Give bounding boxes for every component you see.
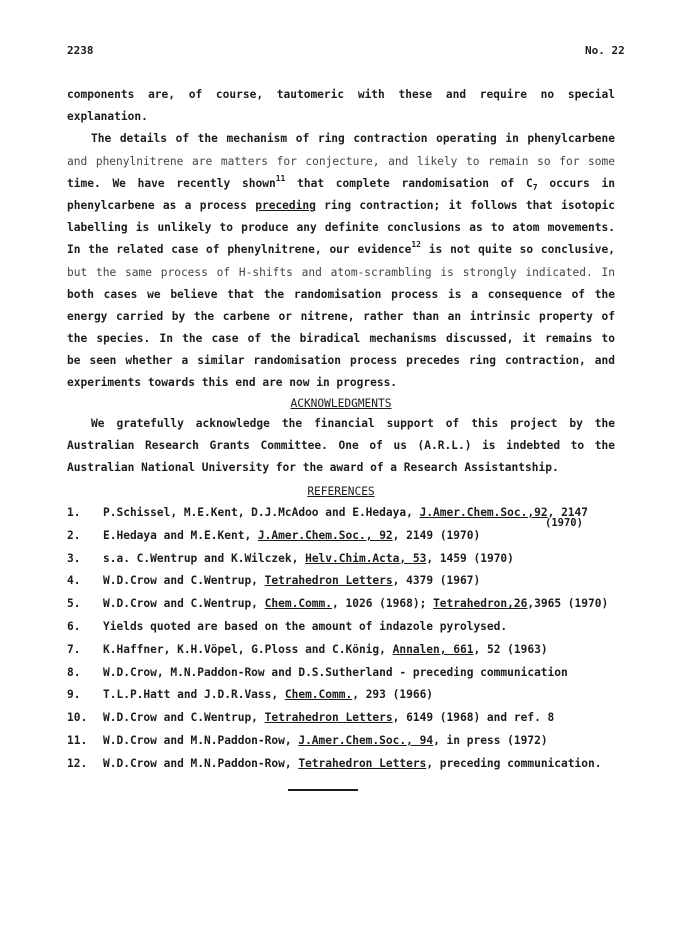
reference-number: 6. [67,619,81,633]
reference-authors: P.Schissel, M.E.Kent, D.J.McAdoo and E.Hedaya, [103,506,420,519]
journal-name: J.Amer.Chem.Soc. [298,733,407,747]
reference-authors: K.Haffner, K.H.Vöpel, G.Ploss and C.König, [103,642,393,656]
citation-superscript: 12 [411,240,421,250]
reference-authors: Yields quoted are based on the amount of indazole pyrolysed. [103,619,508,633]
reference-details: , 1026 (1968); [332,597,434,611]
body-line: We gratefully acknowledge the financial support of this project by the [91,416,615,430]
volume-number: 92 [379,528,393,542]
reference-item [67,525,627,548]
reference-details: , 1459 (1970) [426,551,514,565]
reference-authors: T.L.P.Hatt and J.D.R.Vass, [103,688,285,702]
reference-item [67,570,627,593]
body-line: energy carried by the carbene or nitrene, rather than an intrinsic property of [67,309,615,323]
text-span: occurs in [537,176,615,190]
body-line: explanation. [67,110,148,124]
volume-number: 661 [453,642,474,656]
body-line [67,173,615,195]
reference-text [103,593,608,616]
body-line: both cases we believe that the randomisation process is a consequence of the [67,287,615,301]
body-line: components are, of course, tautomeric with these and require no special [67,88,615,101]
body-line: and phenylnitrene are matters for conjecture, and likely to remain so for some [67,154,615,168]
journal-name: Chem.Comm. [284,688,353,702]
separator: , [365,528,380,542]
reference-item [67,616,627,639]
reference-item [67,707,627,730]
reference-number: 8. [67,665,81,679]
references-heading: REFERENCES [307,485,375,499]
text-span: In the related case of phenylnitrene, our evidence [67,243,412,257]
reference-details: , 2149 (1970) [392,528,481,542]
citation-superscript: 11 [275,173,286,183]
reference-text [103,525,480,548]
reference-item [67,639,627,662]
reference-text [103,502,588,525]
volume-number: 94 [419,733,434,747]
reference-details: , 6149 (1968) and ref. 8 [392,711,555,725]
reference-item [67,548,627,571]
body-line: the species. In the case of the biradical mechanisms discussed, it remains to [67,332,615,346]
reference-text [103,753,601,776]
reference-text [103,548,514,571]
body-line: be seen whether a similar randomisation process precedes ring contraction, and [67,354,615,368]
journal-name: Tetrahedron Letters [264,574,393,588]
body-line: Australian Research Grants Committee. One of us (A.R.L.) is indebted to the [67,438,615,452]
reference-details: , in press (1972) [433,733,548,747]
reference-authors: W.D.Crow and C.Wentrup, [103,711,265,725]
reference-item [67,593,627,616]
reference-text [103,570,480,593]
reference-authors: W.D.Crow and C.Wentrup, [103,597,265,611]
body-line [67,195,615,217]
reference-number: 10. [67,711,88,725]
reference-number: 3. [67,551,81,565]
acknowledgments-heading: ACKNOWLEDGMENTS [290,396,392,410]
reference-number: 5. [67,597,81,611]
reference-year: (1970) [545,517,583,529]
journal-name: J.Amer.Chem.Soc. [419,506,528,519]
reference-item [67,684,627,707]
text-span: phenylcarbene as a process [67,198,256,212]
body-text [67,84,615,501]
reference-authors: W.D.Crow and M.N.Paddon-Row, [103,733,299,747]
separator: , [507,597,514,611]
issue-number: No. 22 [585,44,625,57]
reference-details: , 293 (1966) [352,688,434,702]
reference-text [103,707,554,730]
volume-number: 26 [513,597,528,611]
reference-item [67,753,627,776]
body-line: but the same process of H-shifts and atom-scrambling is strongly indicated. In [67,265,615,279]
reference-details: , preceding communication. [426,756,602,770]
body-line: labelling is unlikely to produce any definite conclusions as to atom movements. [67,221,615,235]
reference-text [103,662,568,685]
subscript: 7 [532,182,538,192]
reference-item [67,662,627,685]
reference-authors: s.a. C.Wentrup and K.Wilczek, [103,551,306,565]
reference-text [103,639,548,662]
separator: , [527,506,535,519]
journal-name: Helv.Chim.Acta [305,551,400,565]
reference-authors: W.D.Crow and C.Wentrup, [103,574,265,588]
reference-details: ,3965 (1970) [527,597,609,611]
body-line [67,239,615,261]
reference-number: 7. [67,642,81,656]
separator: , [399,551,413,565]
text-span: is not quite so conclusive, [421,243,616,257]
reference-number: 11. [67,733,88,747]
reference-number: 9. [67,688,81,702]
page-number: 2238 [67,44,94,57]
reference-text [103,730,548,753]
reference-number: 12. [67,756,88,770]
reference-details: , 2147 [547,506,589,519]
body-line: experiments towards this end are now in progress. [67,376,398,390]
reference-list [67,502,627,776]
journal-name: Tetrahedron Letters [298,756,427,770]
reference-number: 1. [67,506,81,519]
reference-authors: E.Hedaya and M.E.Kent, [103,528,258,542]
reference-text [103,616,507,639]
text-span: time. We have recently shown [67,176,276,190]
journal-name: Annalen [392,642,440,656]
journal-name: Tetrahedron Letters [264,711,393,725]
reference-authors: W.D.Crow and M.N.Paddon-Row, [103,756,299,770]
end-rule [288,789,358,791]
reference-authors: W.D.Crow, M.N.Paddon-Row and D.S.Sutherland - preceding communication [103,665,568,679]
text-span: ring contraction; it follows that isotopic [315,198,616,212]
journal-name: Tetrahedron [433,597,508,611]
separator: , [439,642,454,656]
reference-number: 4. [67,574,81,588]
body-line: The details of the mechanism of ring contraction operating in phenylcarbene [91,132,615,146]
volume-number: 53 [412,551,427,565]
journal-name: J.Amer.Chem.Soc. [257,528,366,542]
reference-details: , 52 (1963) [473,642,548,656]
reference-number: 2. [67,528,81,542]
reference-text [103,684,433,707]
emphasis-underlined: preceding [255,198,316,212]
reference-item [67,730,627,753]
journal-name: Chem.Comm. [264,597,333,611]
volume-number: 92 [534,506,548,519]
reference-item [67,502,627,529]
reference-details: , 4379 (1967) [392,574,481,588]
body-line: Australian National University for the award of a Research Assistantship. [67,461,559,474]
text-span: that complete randomisation of C [285,176,533,190]
separator: , [406,733,420,747]
